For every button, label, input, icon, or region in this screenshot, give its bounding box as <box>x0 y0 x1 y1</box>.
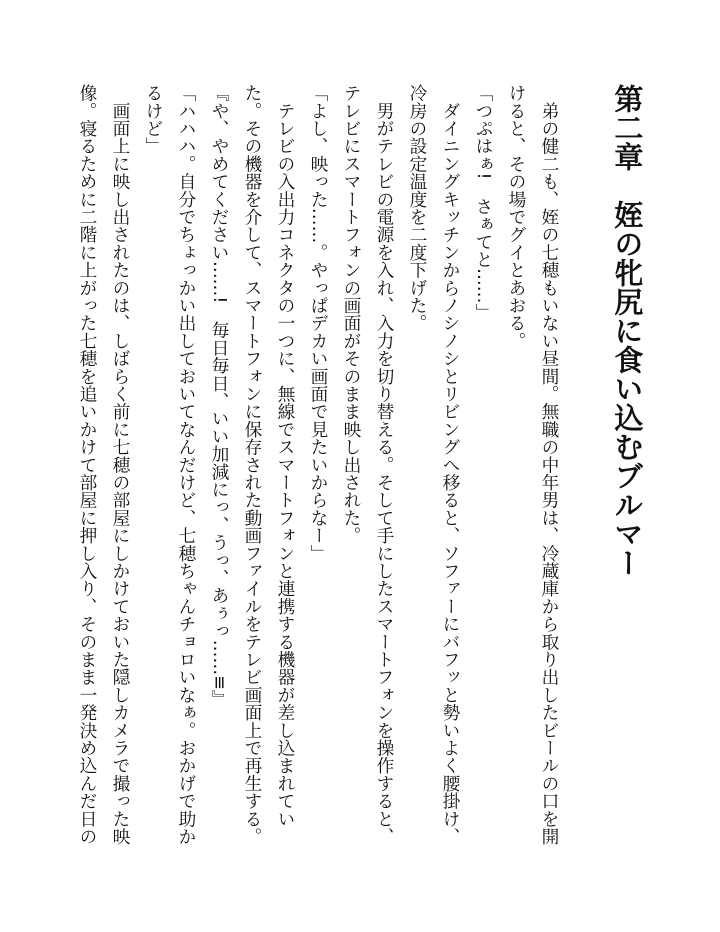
text-column-4: ダイニングキッチンからノシノシとリビングへ移ると、ソファーにバフッと勢いよく腰掛け、 <box>440 84 460 846</box>
text-column-12: 「ハハハ。自分でちょっかい出しておいてなんだけど、七穂ちゃんチョロいなぁ。おかげで助か <box>176 84 196 846</box>
text-column-8: 「よし、映った……。やっぱデカい画面で見たいからなー」 <box>308 84 328 562</box>
chapter-heading: 第二章 姪の牝尻に食い込むブルマー <box>610 84 645 577</box>
text-column-7: テレビにスマートフォンの画面がそのまま映し出された。 <box>341 84 361 545</box>
text-column-1: 弟の健二も、姪の七穂もいない昼間。無職の中年男は、冷蔵庫から取り出したビールの口を開 <box>539 84 559 846</box>
body-text <box>70 84 565 864</box>
text-column-9: テレビの入出力コネクタの一つに、無線でスマートフォンと連携する機器が差し込まれてい <box>275 84 295 828</box>
text-column-14: 画面上に映し出されたのは、しばらく前に七穂の部屋にしかけておいた隠しカメラで撮った映 <box>110 84 130 846</box>
text-column-2: けると、その場でグイとあおる。 <box>506 84 526 350</box>
text-column-10: た。その機器を介して、スマートフォンに保存された動画ファイルをテレビ画面上で再生する。 <box>242 84 262 846</box>
text-column-3: 「つぷはぁ! さぁてと……」 <box>473 84 493 322</box>
text-column-11: 『や、やめてください……! 毎日毎日、いい加減にっ、うっ、あぅっ……≡』 <box>209 84 229 708</box>
text-column-13: るけど」 <box>143 84 163 155</box>
text-column-5: 冷房の設定温度を二度下げた。 <box>407 84 427 332</box>
text-column-6: 男がテレビの電源を入れ、入力を切り替える。そして手にしたスマートフォンを操作すると、 <box>374 84 394 846</box>
text-column-15: 像。寝るために二階に上がった七穂を追いかけて部屋に押し入り、そのまま一発決め込んだ日の <box>77 84 97 846</box>
